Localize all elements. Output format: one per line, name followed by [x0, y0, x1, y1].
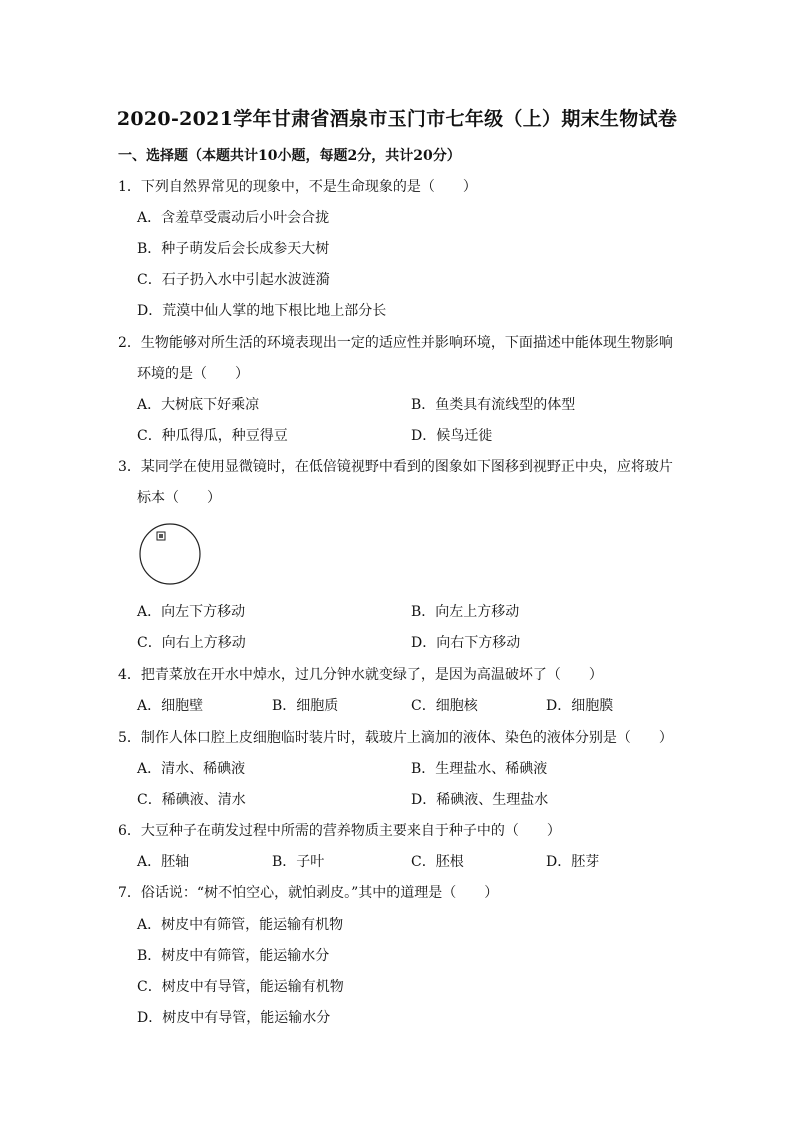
question-4-option-b: B．细胞质: [272, 698, 339, 714]
question-1-stem: 1．下列自然界常见的现象中，不是生命现象的是（ ）: [118, 179, 477, 195]
question-2-stem-continued: 环境的是（ ）: [137, 366, 249, 382]
question-6-option-b: B．子叶: [272, 854, 325, 870]
question-2-option-d: D．候鸟迁徙: [411, 428, 493, 444]
question-7-stem: 7．俗话说：“树不怕空心，就怕剥皮。”其中的道理是（ ）: [118, 885, 499, 901]
question-7-option-a: A．树皮中有筛管，能运输有机物: [137, 917, 344, 933]
question-2-option-a: A．大树底下好乘凉: [137, 397, 260, 413]
question-3-option-a: A．向左下方移动: [137, 604, 246, 620]
question-3-stem: 3．某同学在使用显微镜时，在低倍镜视野中看到的图象如下图移到视野正中央，应将玻片: [118, 459, 673, 475]
question-7-option-b: B．树皮中有筛管，能运输水分: [137, 948, 330, 964]
question-5-option-b: B．生理盐水、稀碘液: [411, 761, 548, 777]
question-5-stem: 5．制作人体口腔上皮细胞临时装片时，载玻片上滴加的液体、染色的液体分别是（ ）: [118, 730, 673, 746]
exam-title: 2020-2021学年甘肃省酒泉市玉门市七年级（上）期末生物试卷: [116, 108, 678, 130]
question-5-option-a: A．清水、稀碘液: [137, 761, 246, 777]
question-7-option-d: D．树皮中有导管，能运输水分: [137, 1010, 331, 1026]
question-3-option-b: B．向左上方移动: [411, 604, 520, 620]
question-1-option-c: C．石子扔入水中引起水波涟漪: [137, 272, 330, 288]
question-4-option-a: A．细胞壁: [137, 698, 204, 714]
question-6-stem: 6．大豆种子在萌发过程中所需的营养物质主要来自于种子中的（ ）: [118, 823, 561, 839]
question-5-option-c: C．稀碘液、清水: [137, 792, 246, 808]
question-6-option-c: C．胚根: [411, 854, 464, 870]
question-3-option-d: D．向右下方移动: [411, 635, 521, 651]
question-6-option-d: D．胚芽: [546, 854, 600, 870]
question-4-stem: 4．把青菜放在开水中焯水，过几分钟水就变绿了，是因为高温破坏了（ ）: [118, 667, 603, 683]
question-3-option-c: C．向右上方移动: [137, 635, 246, 651]
question-1-option-b: B．种子萌发后会长成参天大树: [137, 241, 330, 257]
question-2-option-c: C．种瓜得瓜，种豆得豆: [137, 428, 288, 444]
field-of-view-circle: [140, 524, 200, 584]
question-7-option-c: C．树皮中有导管，能运输有机物: [137, 979, 344, 995]
question-2-stem: 2．生物能够对所生活的环境表现出一定的适应性并影响环境，下面描述中能体现生物影响: [118, 335, 673, 351]
question-5-option-d: D．稀碘液、生理盐水: [411, 792, 549, 808]
question-2-option-b: B．鱼类具有流线型的体型: [411, 397, 576, 413]
question-4-option-d: D．细胞膜: [546, 698, 614, 714]
section-heading: 一、选择题（本题共计10小题，每题2分，共计20分）: [118, 148, 461, 164]
question-1-option-d: D．荒漠中仙人掌的地下根比地上部分长: [137, 303, 387, 319]
microscope-field-figure: [138, 523, 204, 589]
question-4-option-c: C．细胞核: [411, 698, 478, 714]
question-6-option-a: A．胚轴: [137, 854, 190, 870]
question-1-option-a: A．含羞草受震动后小叶会合拢: [137, 210, 330, 226]
question-3-stem-continued: 标本（ ）: [137, 490, 221, 506]
